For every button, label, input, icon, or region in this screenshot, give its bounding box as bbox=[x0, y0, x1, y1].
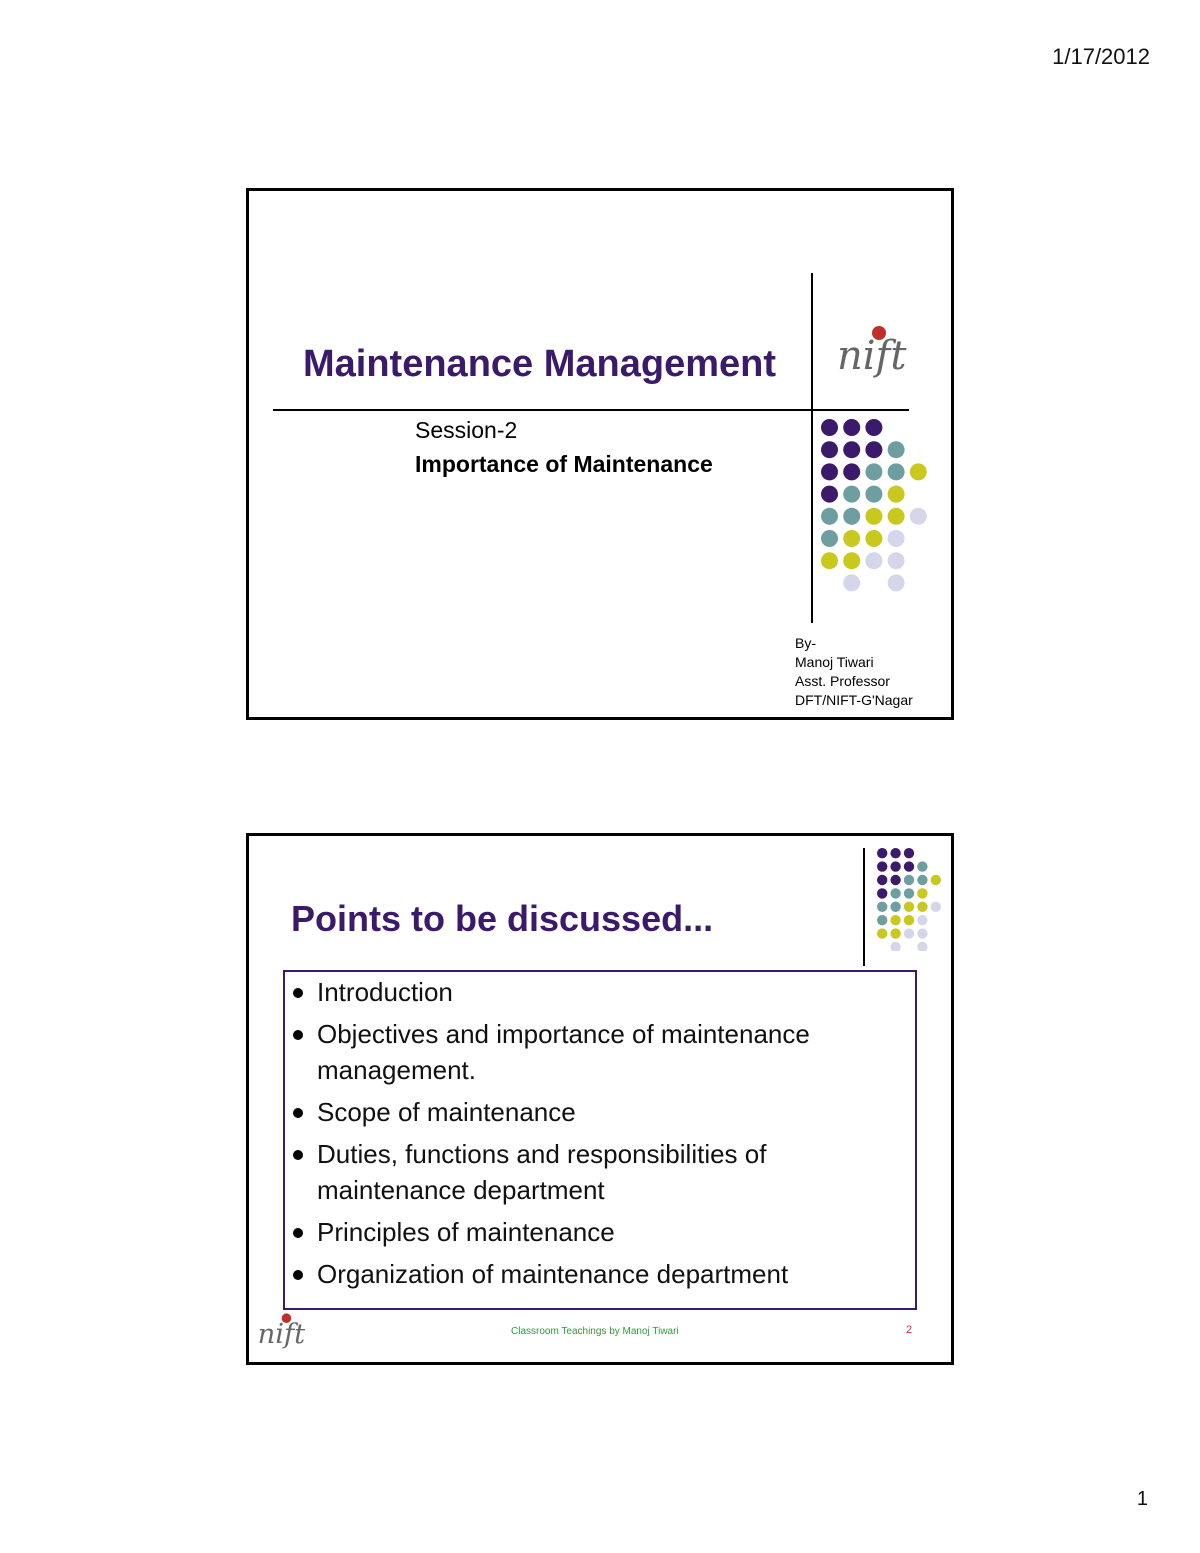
decorative-dot bbox=[843, 530, 860, 547]
decorative-dot bbox=[890, 928, 900, 938]
decorative-dot bbox=[890, 902, 900, 912]
decorative-dot bbox=[890, 861, 900, 871]
horizontal-divider bbox=[273, 409, 909, 411]
decorative-dot bbox=[904, 848, 914, 858]
decorative-dot bbox=[865, 530, 882, 547]
decorative-dot bbox=[877, 902, 887, 912]
decorative-dot bbox=[865, 508, 882, 525]
decorative-dot bbox=[821, 486, 838, 503]
decorative-dot bbox=[865, 463, 882, 480]
slide-number: 2 bbox=[906, 1324, 913, 1336]
decorative-dot bbox=[904, 928, 914, 938]
decorative-dot bbox=[877, 928, 887, 938]
decorative-dot bbox=[917, 942, 927, 951]
decorative-dot bbox=[821, 441, 838, 458]
decorative-dot bbox=[888, 552, 905, 569]
decorative-dot bbox=[910, 463, 927, 480]
author-line: Manoj Tiwari bbox=[795, 654, 874, 670]
decorative-dot bbox=[904, 875, 914, 885]
bullet-item: Principles of maintenance bbox=[287, 1214, 907, 1250]
decorative-dot bbox=[821, 508, 838, 525]
bullet-item: Scope of maintenance bbox=[287, 1094, 907, 1130]
slide-title: Maintenance Management bbox=[303, 343, 776, 385]
page-date: 1/17/2012 bbox=[1052, 44, 1150, 69]
decorative-dot bbox=[917, 928, 927, 938]
decorative-dot bbox=[890, 848, 900, 858]
decorative-dot bbox=[865, 419, 882, 436]
nift-logo bbox=[831, 321, 917, 391]
slide-1 bbox=[246, 188, 954, 720]
decorative-dot bbox=[843, 508, 860, 525]
decorative-dot bbox=[917, 875, 927, 885]
dot-pattern-decoration bbox=[875, 846, 947, 951]
svg-text:nift: nift bbox=[837, 333, 907, 379]
decorative-dot bbox=[910, 508, 927, 525]
decorative-dot bbox=[888, 530, 905, 547]
decorative-dot bbox=[843, 552, 860, 569]
dot-pattern-decoration bbox=[819, 417, 939, 592]
decorative-dot bbox=[888, 463, 905, 480]
decorative-dot bbox=[890, 942, 900, 951]
decorative-dot bbox=[843, 463, 860, 480]
decorative-dot bbox=[888, 441, 905, 458]
decorative-dot bbox=[821, 530, 838, 547]
decorative-dot bbox=[843, 574, 860, 591]
decorative-dot bbox=[888, 574, 905, 591]
decorative-dot bbox=[877, 848, 887, 858]
decorative-dot bbox=[917, 888, 927, 898]
decorative-dot bbox=[888, 486, 905, 503]
decorative-dot bbox=[904, 861, 914, 871]
slide-title: Points to be discussed... bbox=[291, 898, 714, 939]
decorative-dot bbox=[931, 875, 941, 885]
decorative-dot bbox=[843, 419, 860, 436]
decorative-dot bbox=[904, 888, 914, 898]
svg-text:nift: nift bbox=[257, 1318, 306, 1350]
decorative-dot bbox=[877, 888, 887, 898]
slide-2 bbox=[246, 833, 954, 1365]
bullet-item: Organization of maintenance department bbox=[287, 1256, 907, 1292]
decorative-dot bbox=[890, 875, 900, 885]
nift-logo bbox=[253, 1310, 313, 1358]
decorative-dot bbox=[917, 915, 927, 925]
decorative-dot bbox=[821, 552, 838, 569]
author-line: By- bbox=[795, 635, 816, 651]
vertical-divider bbox=[811, 273, 813, 623]
decorative-dot bbox=[877, 915, 887, 925]
decorative-dot bbox=[865, 552, 882, 569]
bullet-list bbox=[287, 974, 907, 1298]
author-line: DFT/NIFT-G'Nagar bbox=[795, 692, 913, 708]
decorative-dot bbox=[904, 902, 914, 912]
decorative-dot bbox=[877, 861, 887, 871]
decorative-dot bbox=[890, 888, 900, 898]
author-line: Asst. Professor bbox=[795, 673, 890, 689]
decorative-dot bbox=[865, 486, 882, 503]
author-block bbox=[795, 634, 913, 710]
decorative-dot bbox=[931, 902, 941, 912]
decorative-dot bbox=[877, 875, 887, 885]
bullet-item: Introduction bbox=[287, 974, 907, 1010]
slide-footer: Classroom Teachings by Manoj Tiwari bbox=[511, 1326, 679, 1337]
decorative-dot bbox=[843, 486, 860, 503]
decorative-dot bbox=[843, 441, 860, 458]
decorative-dot bbox=[917, 861, 927, 871]
page-number: 1 bbox=[1136, 1488, 1148, 1510]
decorative-dot bbox=[890, 915, 900, 925]
decorative-dot bbox=[888, 508, 905, 525]
session-label: Session-2 bbox=[415, 417, 518, 443]
decorative-dot bbox=[821, 463, 838, 480]
bullet-item: Duties, functions and responsibilities of maintenance department bbox=[287, 1136, 907, 1208]
bullet-item: Objectives and importance of maintenance management. bbox=[287, 1016, 907, 1088]
slide-subtitle: Importance of Maintenance bbox=[415, 451, 713, 477]
decorative-dot bbox=[904, 915, 914, 925]
decorative-dot bbox=[865, 441, 882, 458]
decorative-dot bbox=[821, 419, 838, 436]
decorative-dot bbox=[917, 902, 927, 912]
vertical-divider bbox=[863, 848, 865, 966]
